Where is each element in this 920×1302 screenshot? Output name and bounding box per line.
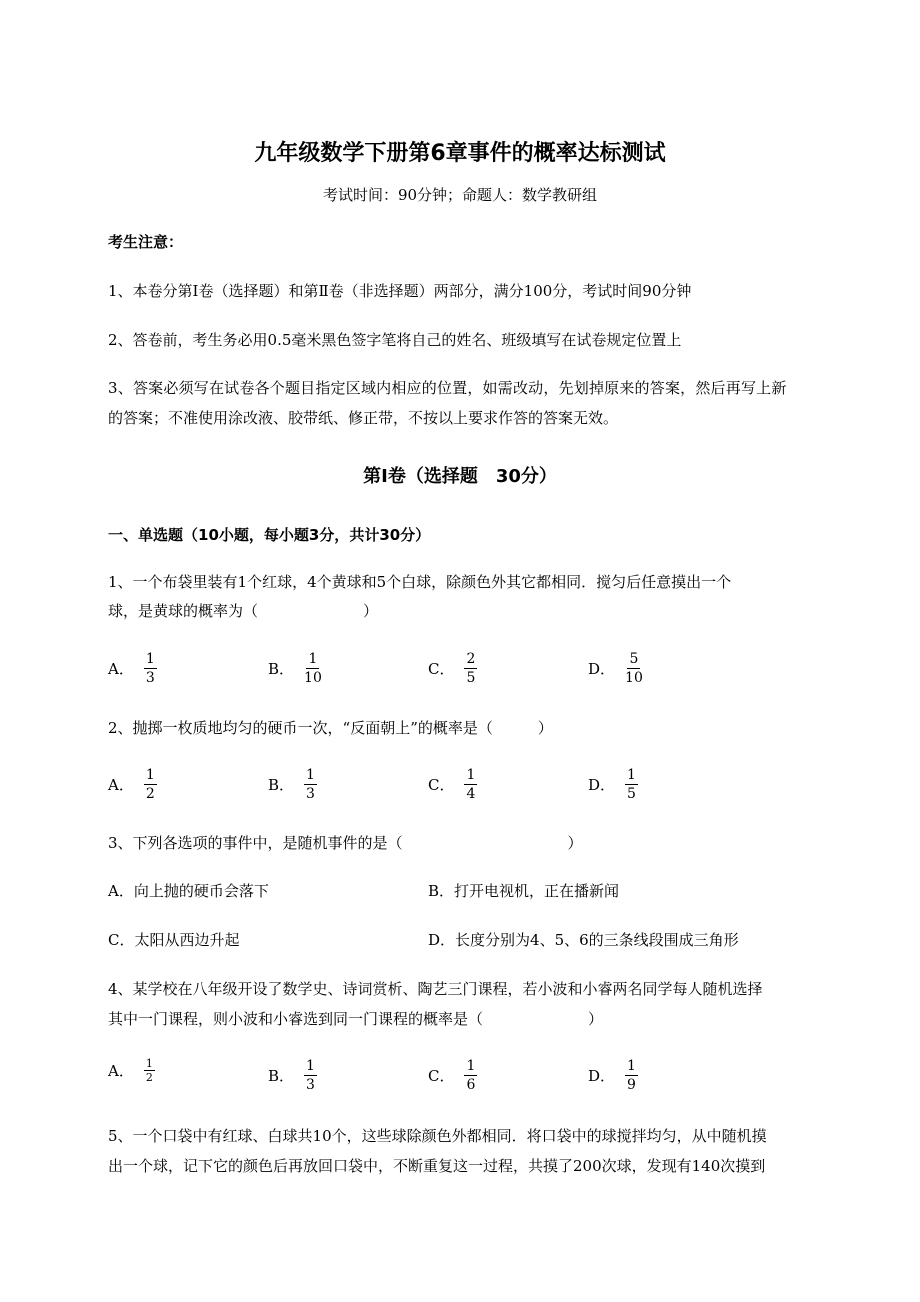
denominator: 5 [627, 786, 636, 802]
option-a [108, 650, 157, 687]
option-c [428, 650, 477, 687]
denominator: 10 [304, 670, 322, 686]
option-a: A．向上抛的硬币会落下 [108, 882, 269, 900]
numerator: 1 [627, 1058, 636, 1074]
option-letter: D． [588, 660, 616, 678]
numerator: 1 [145, 651, 155, 667]
option-c [428, 766, 477, 803]
question-3-text: 3、下列各选项的事件中，是随机事件的是（ ） [108, 834, 583, 852]
fraction [625, 650, 643, 687]
option-letter: D． [588, 776, 616, 794]
denominator: 10 [625, 670, 643, 686]
notice-item: 2、答卷前，考生务必用0.5毫米黑色签字笔将自己的姓名、班级填写在试卷规定位置上 [108, 331, 682, 349]
option-d: D．长度分别为4、5、6的三条线段围成三角形 [428, 931, 739, 949]
option-c [428, 1057, 477, 1094]
option-a [108, 766, 157, 803]
numerator: 1 [306, 767, 315, 783]
fraction [144, 1057, 155, 1084]
option-letter: C． [428, 776, 455, 794]
denominator: 2 [145, 1071, 153, 1084]
denominator: 9 [627, 1077, 636, 1093]
option-letter: B． [268, 776, 295, 794]
fraction [464, 766, 477, 803]
numerator: 1 [627, 767, 636, 783]
fraction [144, 766, 157, 803]
denominator: 6 [466, 1077, 476, 1093]
fraction [464, 650, 477, 687]
numerator: 1 [466, 767, 476, 783]
denominator: 4 [466, 786, 476, 802]
option-letter: B． [268, 1067, 295, 1085]
question-1-text: 球，是黄球的概率为（ ） [108, 602, 379, 620]
fraction [464, 1057, 477, 1094]
question-5-text: 5、一个口袋中有红球、白球共10个，这些球除颜色外都相同．将口袋中的球搅拌均匀，从中随机摸 [108, 1127, 767, 1145]
notice-item: 1、本卷分第Ⅰ卷（选择题）和第Ⅱ卷（非选择题）两部分，满分100分，考试时间90分钟 [108, 282, 692, 300]
subtitle: 考试时间：90分钟；命题人：数学教研组 [322, 186, 598, 204]
option-a [108, 1057, 155, 1084]
denominator: 5 [466, 670, 476, 686]
fraction [304, 766, 317, 803]
page-title: 九年级数学下册第6章事件的概率达标测试 [254, 141, 666, 166]
denominator: 2 [145, 786, 155, 802]
denominator: 3 [306, 1077, 315, 1093]
option-b [268, 766, 317, 803]
option-d [588, 1057, 638, 1094]
option-letter: B． [268, 660, 295, 678]
question-1-text: 1、一个布袋里装有1个红球，4个黄球和5个白球，除颜色外其它都相同．搅匀后任意摸出一个 [108, 573, 732, 591]
option-b [268, 650, 322, 687]
question-2-text: 2、抛掷一枚质地均匀的硬币一次，“反面朝上”的概率是（ ） [108, 719, 553, 737]
question-4-text: 其中一门课程，则小波和小睿选到同一门课程的概率是（ ） [108, 1010, 604, 1028]
option-letter: A． [108, 1062, 134, 1080]
fraction [144, 650, 157, 687]
question-5-text: 出一个球，记下它的颜色后再放回口袋中，不断重复这一过程，共摸了200次球，发现有140次摸到 [108, 1157, 766, 1175]
option-letter: A． [108, 660, 134, 678]
option-letter: C． [428, 660, 455, 678]
numerator: 1 [466, 1058, 476, 1074]
option-b: B．打开电视机，正在播新闻 [428, 882, 620, 900]
option-letter: A． [108, 776, 134, 794]
fraction [304, 650, 322, 687]
numerator: 1 [308, 651, 318, 667]
fraction [625, 1057, 638, 1094]
numerator: 1 [145, 1057, 153, 1070]
numerator: 1 [306, 1058, 315, 1074]
notice-item: 3、答案必须写在试卷各个题目指定区域内相应的位置，如需改动，先划掉原来的答案，然后再写上新 [108, 379, 787, 397]
numerator: 1 [145, 767, 155, 783]
numerator: 2 [466, 651, 476, 667]
notice-item: 的答案；不准使用涂改液、胶带纸、修正带，不按以上要求作答的答案无效。 [108, 409, 619, 427]
option-letter: C． [428, 1067, 455, 1085]
notice-label: 考生注意： [108, 233, 184, 251]
denominator: 3 [306, 786, 315, 802]
denominator: 3 [145, 670, 155, 686]
section-heading: 第Ⅰ卷（选择题 30分） [363, 466, 557, 487]
numerator: 5 [629, 651, 639, 667]
fraction [304, 1057, 317, 1094]
fraction [625, 766, 638, 803]
option-d [588, 650, 643, 687]
part-heading: 一、单选题（10小题，每小题3分，共计30分） [108, 526, 431, 544]
question-4-text: 4、某学校在八年级开设了数学史、诗词赏析、陶艺三门课程，若小波和小睿两名同学每人随机选择 [108, 980, 763, 998]
option-c: C．太阳从西边升起 [108, 931, 240, 949]
option-b [268, 1057, 317, 1094]
option-letter: D． [588, 1067, 616, 1085]
option-d [588, 766, 638, 803]
